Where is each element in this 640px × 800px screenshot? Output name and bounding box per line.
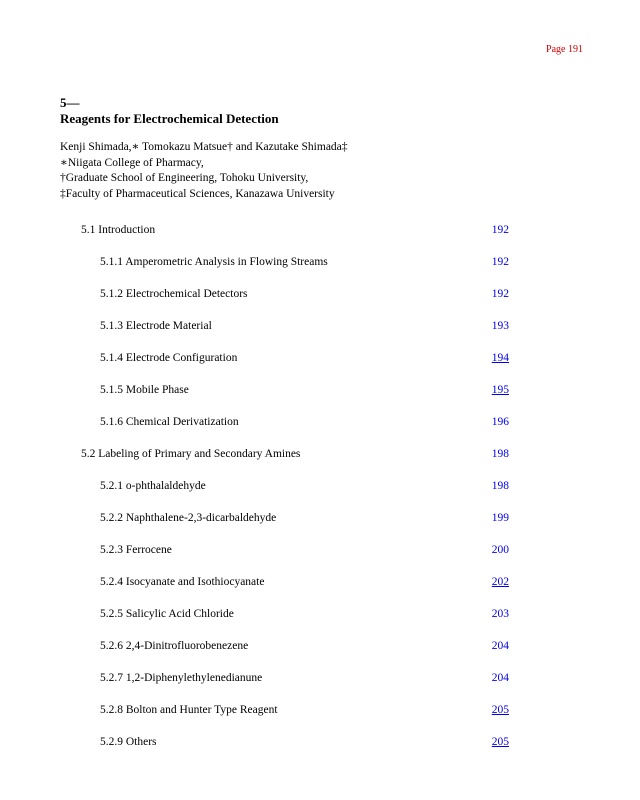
toc-entry-label: 5.1.3 Electrode Material bbox=[100, 320, 212, 332]
toc-page-link[interactable]: 204 bbox=[491, 672, 509, 684]
toc-page-link[interactable]: 205 bbox=[491, 704, 509, 716]
toc-page-link[interactable]: 196 bbox=[491, 416, 509, 428]
toc-entry-label: 5.2.9 Others bbox=[100, 736, 157, 748]
affiliation-tohoku: †Graduate School of Engineering, Tohoku University, bbox=[60, 172, 309, 184]
toc-page-link[interactable]: 199 bbox=[491, 512, 509, 524]
toc-entry-label: 5.2.5 Salicylic Acid Chloride bbox=[100, 608, 234, 620]
toc-entry-label: 5.2.6 2,4-Dinitrofluorobenezene bbox=[100, 640, 249, 652]
toc-entry-label: 5.2.8 Bolton and Hunter Type Reagent bbox=[100, 704, 278, 716]
toc-page-link[interactable]: 192 bbox=[491, 256, 509, 268]
toc-entry-5-2 bbox=[0, 448, 640, 480]
toc-entry-5-2-7 bbox=[0, 672, 640, 704]
toc-entry-label: 5.2.2 Naphthalene-2,3-dicarbaldehyde bbox=[100, 512, 277, 524]
toc-page-link[interactable]: 198 bbox=[491, 480, 509, 492]
toc-entry-label: 5.1.6 Chemical Derivatization bbox=[100, 416, 239, 428]
toc-entry-label: 5.2.7 1,2-Diphenylethylenedianune bbox=[100, 672, 263, 684]
author-names: Kenji Shimada,∗ Tomokazu Matsue† and Kazutake Shimada‡ bbox=[60, 141, 348, 153]
toc-entry-5-2-4 bbox=[0, 576, 640, 608]
toc-page-link[interactable]: 195 bbox=[491, 384, 509, 396]
toc-page-link[interactable]: 200 bbox=[491, 544, 509, 556]
toc-page-link[interactable]: 198 bbox=[491, 448, 509, 460]
toc-entry-5-1-4 bbox=[0, 352, 640, 384]
toc-page-link[interactable]: 194 bbox=[491, 352, 509, 364]
toc-entry-5-2-8 bbox=[0, 704, 640, 736]
toc-entry-label: 5.2 Labeling of Primary and Secondary Amines bbox=[81, 448, 301, 460]
table-of-contents bbox=[0, 224, 640, 768]
toc-entry-5-1 bbox=[0, 224, 640, 256]
toc-entry-5-2-9 bbox=[0, 736, 640, 768]
chapter-number: 5— bbox=[60, 95, 80, 110]
toc-entry-label: 5.1.2 Electrochemical Detectors bbox=[100, 288, 248, 300]
toc-page-link[interactable]: 205 bbox=[491, 736, 509, 748]
toc-entry-5-1-5 bbox=[0, 384, 640, 416]
toc-entry-label: 5.2.1 o-phthalaldehyde bbox=[100, 480, 206, 492]
toc-entry-5-1-2 bbox=[0, 288, 640, 320]
toc-entry-5-2-5 bbox=[0, 608, 640, 640]
toc-entry-label: 5.2.3 Ferrocene bbox=[100, 544, 172, 556]
toc-entry-5-2-6 bbox=[0, 640, 640, 672]
toc-page-link[interactable]: 202 bbox=[491, 576, 509, 588]
toc-entry-label: 5.1.1 Amperometric Analysis in Flowing Streams bbox=[100, 256, 328, 268]
affiliation-niigata: ∗Niigata College of Pharmacy, bbox=[60, 156, 204, 169]
page-number: Page 191 bbox=[546, 44, 583, 55]
toc-page-link[interactable]: 192 bbox=[491, 224, 509, 236]
toc-entry-label: 5.1 Introduction bbox=[81, 224, 156, 236]
toc-entry-label: 5.1.5 Mobile Phase bbox=[100, 384, 189, 396]
toc-entry-5-2-3 bbox=[0, 544, 640, 576]
toc-entry-label: 5.1.4 Electrode Configuration bbox=[100, 352, 238, 364]
chapter-title: Reagents for Electrochemical Detection bbox=[60, 111, 279, 126]
toc-page-link[interactable]: 192 bbox=[491, 288, 509, 300]
affiliation-kanazawa: ‡Faculty of Pharmaceutical Sciences, Kanazawa University bbox=[60, 187, 335, 200]
toc-entry-5-2-1 bbox=[0, 480, 640, 512]
toc-entry-5-2-2 bbox=[0, 512, 640, 544]
toc-entry-5-1-6 bbox=[0, 416, 640, 448]
toc-page-link[interactable]: 193 bbox=[491, 320, 509, 332]
toc-page-link[interactable]: 203 bbox=[491, 608, 509, 620]
authors-block bbox=[60, 140, 348, 202]
toc-entry-5-1-1 bbox=[0, 256, 640, 288]
toc-page-link[interactable]: 204 bbox=[491, 640, 509, 652]
toc-entry-5-1-3 bbox=[0, 320, 640, 352]
toc-entry-label: 5.2.4 Isocyanate and Isothiocyanate bbox=[100, 576, 265, 588]
